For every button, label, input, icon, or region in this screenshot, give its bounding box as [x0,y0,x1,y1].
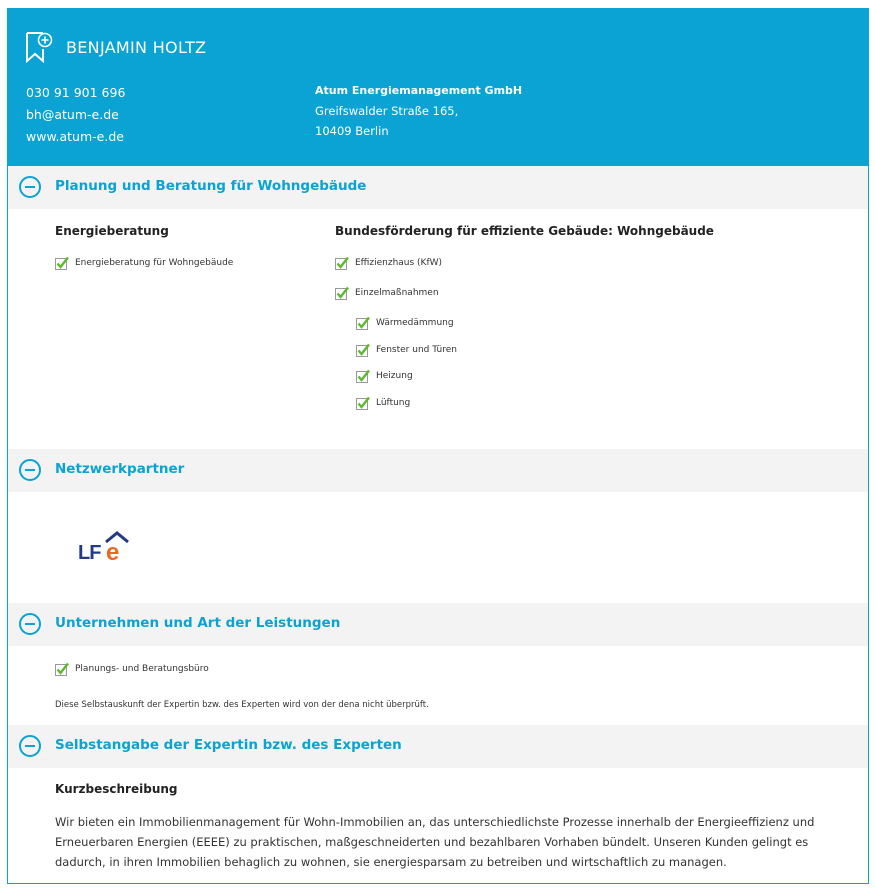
checkmark-icon [356,396,370,410]
checkmark-icon [55,662,69,676]
email-link[interactable]: bh@atum-e.de [26,107,119,122]
checkmark-icon [335,286,349,300]
svg-text:e: e [106,539,120,563]
sub-list-item: Fenster und Türen [356,343,457,357]
company-name: Atum Energiemanagement GmbH [315,84,523,97]
checkmark-icon [335,256,349,270]
expert-name: BENJAMIN HOLTZ [66,38,207,57]
partner-logo-lettering [78,533,128,563]
sub-list-item: Lüftung [356,396,410,410]
energieberatung-heading: Energieberatung [55,224,169,238]
sub-list-item: Heizung [356,369,413,383]
expert-profile-card [7,8,869,884]
contact-info [26,82,125,148]
checkmark-icon [356,316,370,330]
section-header-network[interactable] [8,449,868,492]
section-header-self[interactable] [8,725,868,768]
section-header-planning[interactable] [8,166,868,209]
section-title: Planung und Beratung für Wohngebäude [55,178,367,194]
company-street: Greifswalder Straße 165, [315,104,459,118]
section-header-company[interactable] [8,603,868,646]
collapse-icon[interactable] [19,613,41,635]
list-item: Energieberatung für Wohngebäude [55,256,233,270]
partner-logo[interactable] [78,527,134,563]
collapse-icon[interactable] [19,459,41,481]
section-title: Netzwerkpartner [55,461,185,477]
collapse-icon[interactable] [19,735,41,757]
collapse-icon[interactable] [19,176,41,198]
website-link[interactable]: www.atum-e.de [26,129,124,144]
checkmark-icon [55,256,69,270]
list-item: Einzelmaßnahmen [335,286,439,300]
profile-header [8,9,868,166]
section-title: Unternehmen und Art der Leistungen [55,615,341,631]
sub-list-item: Wärmedämmung [356,316,454,330]
list-item: Planungs- und Beratungsbüro [55,662,209,676]
checkmark-icon [356,369,370,383]
checkmark-icon [356,343,370,357]
description-text: Wir bieten ein Immobilienmanagement für Wohn-Immobilien an, das unterschiedlichste Prozesse innerhalb der Energieeffizienz und Erneuerbaren Energien (EEEE) zu praktischen, maßgeschneiderten und bezahlbaren Vorhaben bündelt. Unseren Kunden gelingt es dadurch, in ihren Immobilien behaglich zu wohnen, sie energiesparsam zu betreiben und wirtschaftlich zu managen. [55,815,815,869]
svg-text:LF: LF [78,542,101,563]
list-item: Effizienzhaus (KfW) [335,256,442,270]
bookmark-add-icon[interactable] [25,31,53,63]
bundesfoerderung-heading: Bundesförderung für effiziente Gebäude: Wohngebäude [335,224,714,238]
company-address [315,81,522,141]
phone-number[interactable]: 030 91 901 696 [26,85,126,100]
kurzbeschreibung-heading: Kurzbeschreibung [55,782,178,796]
disclaimer-note: Diese Selbstauskunft der Expertin bzw. des Experten wird von der dena nicht überprüft. [55,700,429,710]
company-city: 10409 Berlin [315,124,389,138]
section-title: Selbstangabe der Expertin bzw. des Experten [55,737,402,753]
